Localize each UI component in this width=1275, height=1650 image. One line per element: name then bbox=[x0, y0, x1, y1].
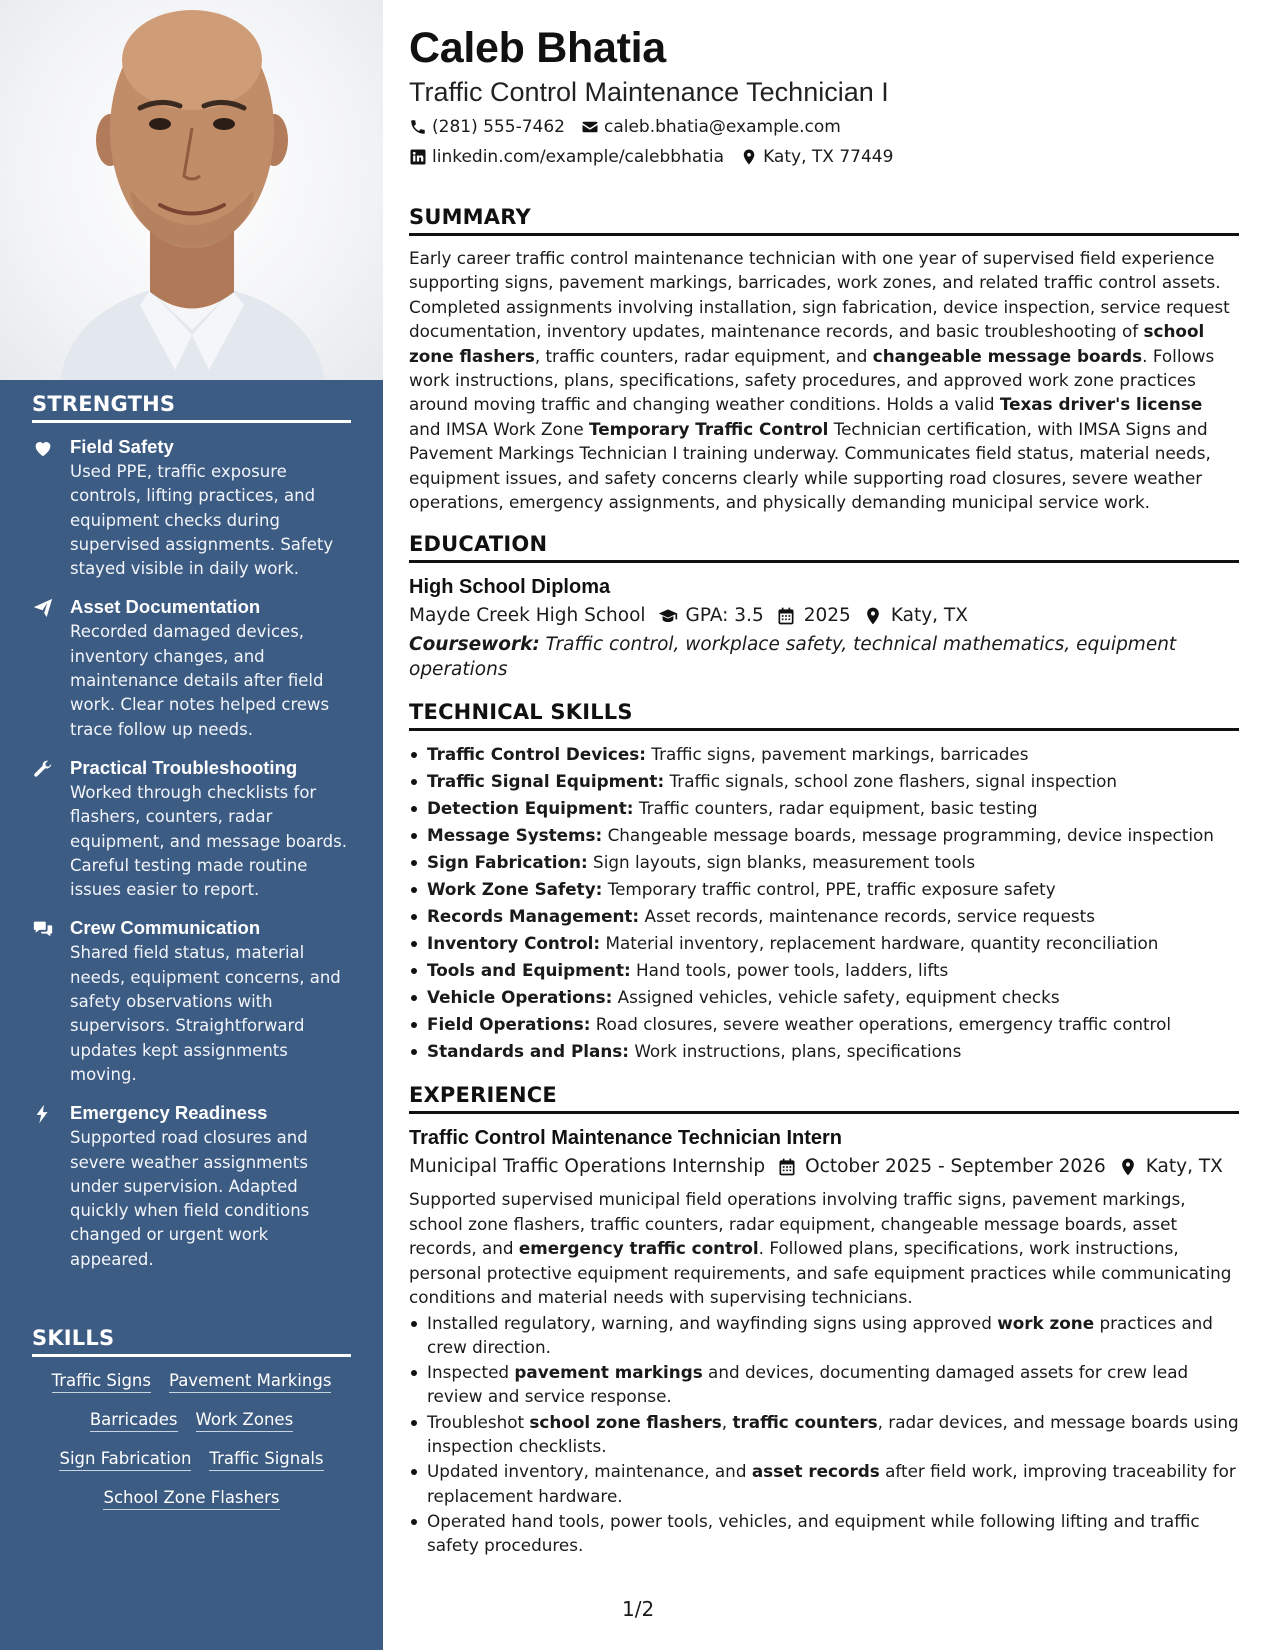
strength-title: Field Safety bbox=[70, 436, 174, 457]
map-marker-icon bbox=[740, 148, 758, 166]
comments-icon bbox=[32, 918, 54, 940]
skill-values: Asset records, maintenance records, service requests bbox=[639, 906, 1095, 927]
bold-text: Texas driver's license bbox=[999, 394, 1203, 415]
job-bullets bbox=[409, 1311, 1239, 1558]
school-location: Katy, TX bbox=[890, 605, 968, 627]
text-run: Supported supervised municipal field operations involving traffic signs, pavement markings, school zone flashers, traffic counters, radar equipment, changeable message boards, asset records, and bbox=[409, 1189, 1186, 1259]
job-dates-item bbox=[777, 1152, 1106, 1182]
text-run: Technician certification, with IMSA Signs and Pavement Markings Technician I training underway. Communicates field status, material needs, equipment issues, and safety concerns clearly while supporting road closures, severe weather operations, emergency assignments, and physically demanding municipal service work. bbox=[409, 418, 1211, 513]
envelope-icon bbox=[581, 118, 599, 136]
summary-heading: SUMMARY bbox=[409, 205, 1239, 236]
calendar-icon bbox=[777, 1157, 797, 1177]
strength-description: Used PPE, traffic exposure controls, lifting practices, and equipment checks during supervised assignments. Safety stayed visible in daily work. bbox=[70, 462, 334, 579]
bold-text: work zone bbox=[997, 1312, 1095, 1333]
technical-skill-item bbox=[409, 795, 1239, 822]
job-summary bbox=[409, 1187, 1239, 1309]
degree: High School Diploma bbox=[409, 576, 611, 599]
strength-description: Worked through checklists for flashers, counters, radar equipment, and message boards. Careful testing made routine issues easier to report. bbox=[70, 782, 347, 900]
text-run: , radar devices, and message boards using inspection checklists. bbox=[427, 1411, 1239, 1456]
school-name: Mayde Creek High School bbox=[409, 605, 646, 627]
school-location-item bbox=[863, 601, 968, 631]
technical-skill-item bbox=[409, 822, 1239, 849]
skills-section bbox=[32, 1326, 351, 1510]
skill-category: Standards and Plans: bbox=[427, 1041, 629, 1062]
skill-category: Traffic Control Devices: bbox=[427, 744, 646, 765]
bold-text: asset records bbox=[751, 1461, 880, 1482]
bold-text: traffic counters bbox=[732, 1411, 878, 1432]
calendar-icon bbox=[776, 606, 796, 626]
skill-tag: School Zone Flashers bbox=[103, 1488, 279, 1510]
strengths-list bbox=[32, 435, 351, 1272]
text-run: Troubleshot bbox=[427, 1411, 530, 1432]
technical-skill-item bbox=[409, 903, 1239, 930]
wrench-icon bbox=[32, 758, 54, 780]
map-marker-icon bbox=[863, 606, 883, 626]
skill-values: Temporary traffic control, PPE, traffic exposure safety bbox=[602, 879, 1056, 900]
gpa: GPA: 3.5 bbox=[685, 605, 764, 627]
skill-tag: Work Zones bbox=[196, 1410, 294, 1432]
text-run: Inspected bbox=[427, 1362, 515, 1383]
strengths-section bbox=[32, 392, 351, 1286]
technical-skill-item bbox=[409, 741, 1239, 768]
skill-values: Work instructions, plans, specifications bbox=[628, 1041, 962, 1062]
skill-category: Vehicle Operations: bbox=[427, 987, 613, 1008]
summary-text bbox=[409, 246, 1239, 514]
candidate-name: Caleb Bhatia bbox=[409, 24, 666, 72]
skill-category: Field Operations: bbox=[427, 1014, 591, 1035]
coursework-label: Coursework: bbox=[409, 634, 540, 656]
strength-item bbox=[32, 595, 351, 741]
bold-text: Temporary Traffic Control bbox=[589, 418, 829, 439]
skill-values: Road closures, severe weather operations, emergency traffic control bbox=[590, 1014, 1172, 1035]
technical-skill-item bbox=[409, 768, 1239, 795]
strength-title: Practical Troubleshooting bbox=[70, 756, 298, 778]
skill-values: Changeable message boards, message programming, device inspection bbox=[602, 825, 1214, 846]
text-run: practices and crew direction. bbox=[427, 1312, 1213, 1357]
skill-values: Hand tools, power tools, ladders, lifts bbox=[630, 960, 949, 981]
technical-skill-item bbox=[409, 1011, 1239, 1038]
linkedin-icon bbox=[409, 148, 427, 166]
phone-contact[interactable] bbox=[409, 115, 565, 139]
text-run: Installed regulatory, warning, and wayfinding signs using approved bbox=[427, 1312, 998, 1333]
contact-row-1 bbox=[409, 115, 1239, 139]
experience-bullet bbox=[409, 1410, 1239, 1459]
strength-item bbox=[32, 1101, 351, 1272]
skill-tag: Sign Fabrication bbox=[59, 1449, 191, 1471]
technical-skill-item bbox=[409, 1038, 1239, 1065]
skill-category: Sign Fabrication: bbox=[427, 852, 588, 873]
bolt-icon bbox=[32, 1103, 54, 1125]
skill-category: Inventory Control: bbox=[427, 933, 601, 954]
skill-values: Traffic signs, pavement markings, barricades bbox=[645, 744, 1029, 765]
skill-values: Traffic counters, radar equipment, basic testing bbox=[633, 798, 1038, 819]
strength-item bbox=[32, 435, 351, 581]
text-run: . Followed plans, specifications, work instructions, personal protective equipment requirements, and safe equipment practices while communicating conditions and material needs with supervising technicians. bbox=[409, 1238, 1232, 1308]
profile-photo bbox=[0, 0, 383, 380]
skills-heading: SKILLS bbox=[32, 1326, 351, 1357]
strength-title: Asset Documentation bbox=[70, 596, 261, 618]
skill-values: Sign layouts, sign blanks, measurement tools bbox=[587, 852, 976, 873]
bold-text: pavement markings bbox=[514, 1362, 703, 1383]
strengths-heading: STRENGTHS bbox=[32, 392, 351, 423]
experience-bullet bbox=[409, 1509, 1239, 1558]
text-run: after field work, improving traceability for replacement hardware. bbox=[427, 1461, 1236, 1506]
skill-category: Tools and Equipment: bbox=[427, 960, 631, 981]
bold-text: school zone flashers bbox=[529, 1411, 722, 1432]
bold-text: school zone flashers bbox=[409, 321, 1205, 366]
job-location-item bbox=[1118, 1152, 1223, 1182]
skill-values: Material inventory, replacement hardware, quantity reconciliation bbox=[600, 933, 1159, 954]
job-location: Katy, TX bbox=[1145, 1156, 1223, 1178]
skill-tag: Traffic Signals bbox=[209, 1449, 323, 1471]
strength-item bbox=[32, 916, 351, 1087]
strength-title: Emergency Readiness bbox=[70, 1102, 268, 1124]
year-item bbox=[776, 601, 851, 631]
text-run: . Follows work instructions, plans, specifications, safety procedures, and approved work zone practices around moving traffic and changing weather conditions. Holds a valid bbox=[409, 345, 1215, 415]
skill-category: Records Management: bbox=[427, 906, 640, 927]
education-heading: EDUCATION bbox=[409, 532, 1239, 563]
technical-skills-list bbox=[409, 741, 1239, 1065]
strength-description: Supported road closures and severe weather assignments under supervision. Adapted quickly when field conditions changed or urgent work appeared. bbox=[70, 1128, 310, 1269]
coursework-text: Traffic control, workplace safety, technical mathematics, equipment operations bbox=[409, 634, 1177, 680]
technical-skill-item bbox=[409, 984, 1239, 1011]
graduation-year: 2025 bbox=[803, 605, 851, 627]
sidebar bbox=[0, 0, 383, 1650]
technical-skill-item bbox=[409, 957, 1239, 984]
page-number: 1/2 bbox=[622, 1597, 655, 1621]
text-run: and IMSA Work Zone bbox=[409, 418, 589, 439]
text-run: , traffic counters, radar equipment, and bbox=[534, 345, 873, 366]
technical-skills-heading: TECHNICAL SKILLS bbox=[409, 700, 1239, 731]
heart-icon bbox=[32, 437, 54, 459]
text-run: Updated inventory, maintenance, and bbox=[427, 1461, 752, 1482]
skill-category: Work Zone Safety: bbox=[427, 879, 603, 900]
contact-row-2 bbox=[409, 145, 1239, 169]
experience-section bbox=[409, 1083, 1239, 1557]
coursework bbox=[409, 633, 1239, 682]
text-run: and devices, documenting damaged assets for crew lead review and service response. bbox=[427, 1362, 1189, 1407]
candidate-title: Traffic Control Maintenance Technician I bbox=[409, 77, 889, 107]
summary-section bbox=[409, 205, 1239, 514]
map-marker-icon bbox=[1118, 1157, 1138, 1177]
strength-item bbox=[32, 756, 351, 902]
job-dates: October 2025 - September 2026 bbox=[805, 1156, 1106, 1178]
phone-icon bbox=[409, 118, 427, 136]
email-text: caleb.bhatia@example.com bbox=[603, 117, 841, 137]
skill-category: Detection Equipment: bbox=[427, 798, 634, 819]
skill-values: Assigned vehicles, vehicle safety, equipment checks bbox=[612, 987, 1060, 1008]
skill-tag: Barricades bbox=[90, 1410, 178, 1432]
technical-skill-item bbox=[409, 849, 1239, 876]
experience-bullet bbox=[409, 1459, 1239, 1508]
skill-category: Traffic Signal Equipment: bbox=[427, 771, 665, 792]
strength-description: Shared field status, material needs, equipment concerns, and safety observations with supervisors. Straightforward updates kept assignments moving. bbox=[70, 943, 341, 1084]
strength-title: Crew Communication bbox=[70, 917, 261, 939]
email-contact[interactable] bbox=[581, 115, 841, 139]
bold-text: emergency traffic control bbox=[518, 1238, 759, 1259]
technical-skill-item bbox=[409, 930, 1239, 957]
experience-heading: EXPERIENCE bbox=[409, 1083, 1239, 1114]
location-contact bbox=[740, 145, 893, 169]
experience-bullet bbox=[409, 1360, 1239, 1409]
phone-text: (281) 555-7462 bbox=[432, 117, 565, 137]
location-text: Katy, TX 77449 bbox=[763, 147, 894, 167]
skill-values: Traffic signals, school zone flashers, signal inspection bbox=[664, 771, 1118, 792]
education-meta bbox=[409, 601, 1239, 631]
skills-tags bbox=[32, 1371, 351, 1510]
text-run: Early career traffic control maintenance technician with one year of supervised field experience supporting signs, pavement markings, barricades, work zones, and related traffic control assets. Completed assignments involving installation, sign fabrication, device inspection, service request documentation, inventory updates, maintenance records, and basic troubleshooting of bbox=[409, 248, 1230, 342]
company-name: Municipal Traffic Operations Internship bbox=[409, 1156, 766, 1178]
education-section bbox=[409, 532, 1239, 682]
text-run: , bbox=[721, 1411, 733, 1432]
skill-tag: Pavement Markings bbox=[169, 1371, 331, 1393]
experience-bullet bbox=[409, 1311, 1239, 1360]
technical-skill-item bbox=[409, 876, 1239, 903]
main-content bbox=[409, 22, 1239, 1558]
linkedin-contact[interactable] bbox=[409, 145, 724, 169]
portrait-image bbox=[0, 0, 383, 380]
bold-text: changeable message boards bbox=[872, 345, 1143, 366]
skill-category: Message Systems: bbox=[427, 825, 603, 846]
strength-description: Recorded damaged devices, inventory changes, and maintenance details after field work. Clear notes helped crews trace follow up needs. bbox=[70, 622, 330, 739]
gpa-item bbox=[658, 601, 764, 631]
text-run: Operated hand tools, power tools, vehicles, and equipment while following lifting and traffic safety procedures. bbox=[427, 1510, 1200, 1556]
job-meta bbox=[409, 1152, 1239, 1182]
linkedin-text: linkedin.com/example/calebbhatia bbox=[432, 147, 725, 167]
paper-plane-icon bbox=[32, 597, 54, 619]
technical-skills-section bbox=[409, 700, 1239, 1065]
job-title: Traffic Control Maintenance Technician Intern bbox=[409, 1127, 843, 1150]
skill-tag: Traffic Signs bbox=[52, 1371, 151, 1393]
graduation-cap-icon bbox=[658, 606, 678, 626]
